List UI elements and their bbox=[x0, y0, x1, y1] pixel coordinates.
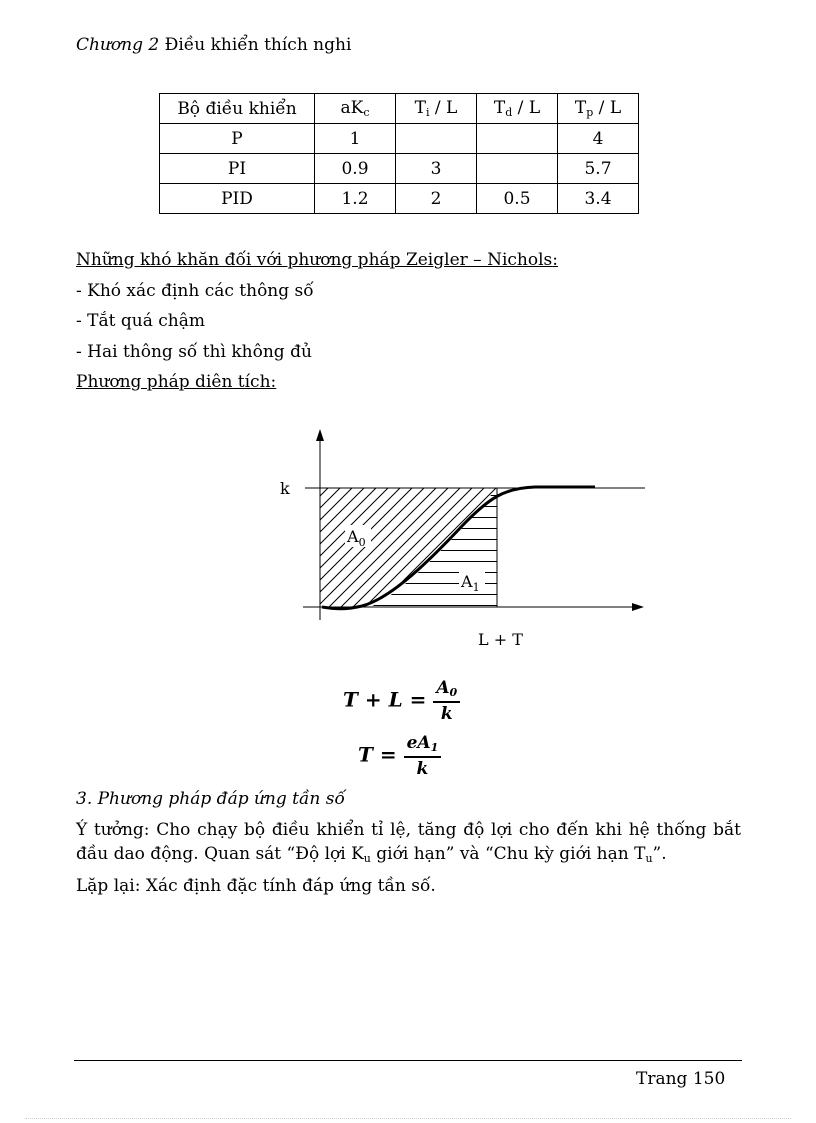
table-cell: 0.5 bbox=[477, 184, 558, 214]
difficulties-heading: Những khó khăn đối với phương pháp Zeigler – Nichols: bbox=[76, 250, 558, 270]
table-cell: 0.9 bbox=[315, 154, 396, 184]
y-axis-arrow-icon bbox=[316, 429, 324, 441]
chapter-label: Chương 2 bbox=[76, 35, 160, 55]
area-a1-label bbox=[459, 570, 485, 594]
chapter-title: Điều khiển thích nghi bbox=[164, 35, 352, 55]
list-item: - Khó xác định các thông số bbox=[76, 281, 314, 301]
idea-paragraph: Ý tưởng: Cho chạy bộ điều khiển tỉ lệ, tăng độ lợi cho đến khi hệ thống bắt đầu dao động. Quan sát “Độ lợi $K_u$ giới hạn” và “Chu kỳ giới hạn $T_u$”. bbox=[76, 820, 741, 865]
x-axis-arrow-icon bbox=[632, 603, 644, 611]
y-axis-label: k bbox=[280, 479, 290, 498]
table-cell: 1 bbox=[315, 124, 396, 154]
table-cell: 4 bbox=[558, 124, 639, 154]
header-cell: $aK_c$ bbox=[315, 94, 396, 124]
table-cell: 3.4 bbox=[558, 184, 639, 214]
area-a0-label bbox=[345, 525, 371, 549]
area-method-heading: Phương pháp diên tích: bbox=[76, 372, 277, 392]
x-axis-label: L + T bbox=[478, 630, 523, 649]
footer-divider bbox=[74, 1060, 742, 1061]
page-number: Trang 150 bbox=[636, 1069, 726, 1089]
formula-t: T = $\frac{eA_1}{k}$ bbox=[358, 733, 441, 779]
svg-text:A1: $A_1$ bbox=[461, 572, 480, 594]
header-cell: $T_d$ / L bbox=[477, 94, 558, 124]
table-cell: PI bbox=[160, 154, 315, 184]
header-cell: Bộ điều khiển bbox=[160, 94, 315, 124]
formula-t-plus-l: T + L = $\frac{A_0}{k}$ bbox=[343, 678, 460, 724]
table-cell: 5.7 bbox=[558, 154, 639, 184]
repeat-paragraph: Lặp lại: Xác định đặc tính đáp ứng tần số. bbox=[76, 876, 436, 896]
table-cell: 2 bbox=[396, 184, 477, 214]
header-cell: $T_p$ / L bbox=[558, 94, 639, 124]
table-cell: P bbox=[160, 124, 315, 154]
section-3-title: 3. Phương pháp đáp ứng tần số bbox=[76, 789, 345, 809]
list-item: - Hai thông số thì không đủ bbox=[76, 342, 312, 362]
table-cell: 3 bbox=[396, 154, 477, 184]
svg-text:A0: $A_0$ bbox=[347, 527, 366, 549]
header-cell: $T_i$ / L bbox=[396, 94, 477, 124]
table-cell: PID bbox=[160, 184, 315, 214]
table-cell: 1.2 bbox=[315, 184, 396, 214]
list-item: - Tắt quá chậm bbox=[76, 311, 205, 331]
page-bottom-border bbox=[25, 1118, 791, 1119]
